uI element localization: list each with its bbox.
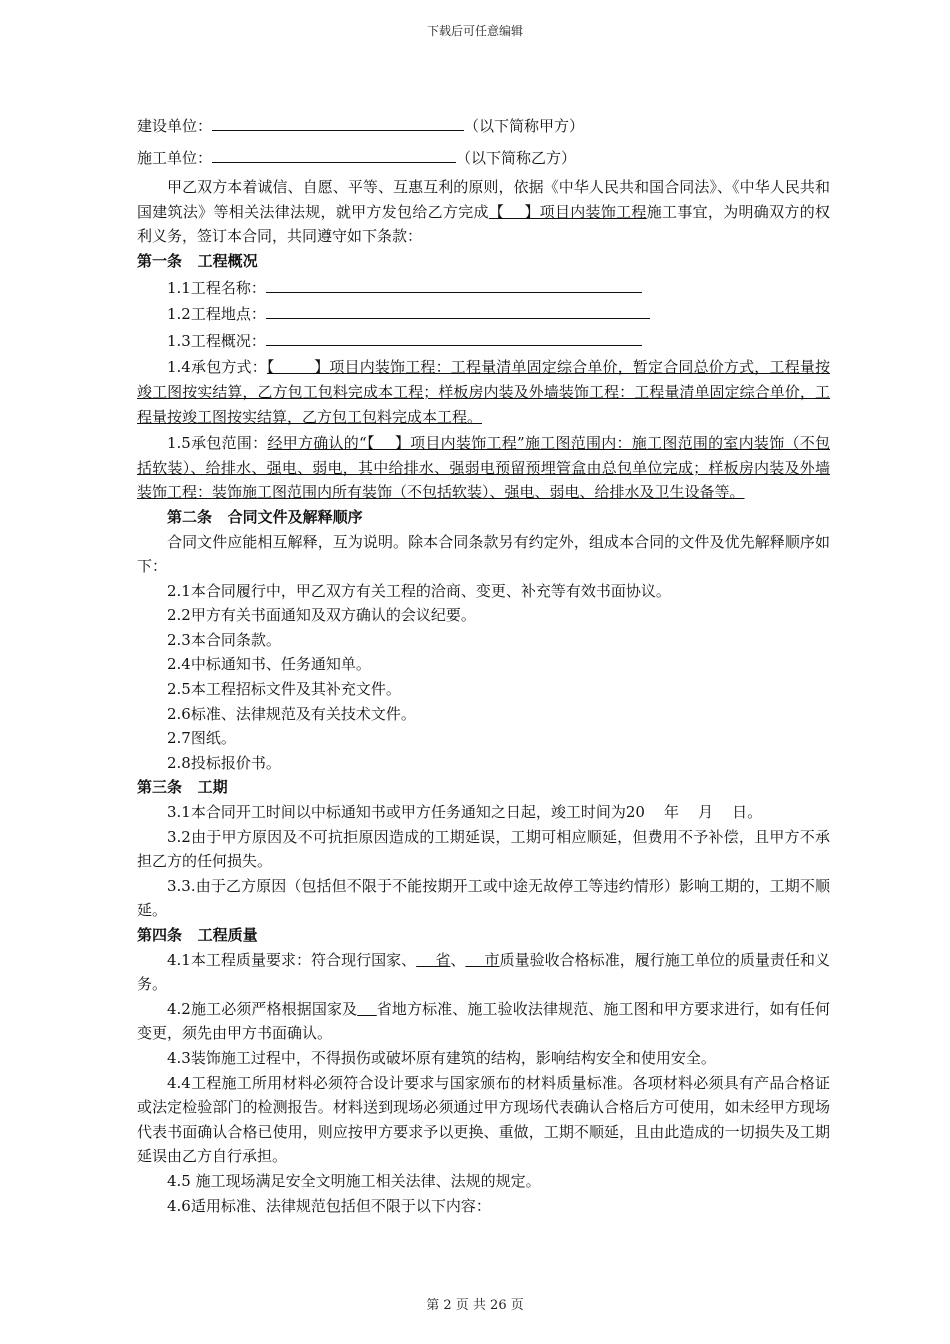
intro-paragraph (137, 175, 830, 249)
project-name-blank[interactable] (266, 274, 642, 293)
clause-4-5: 4.5 施工现场满足安全文明施工相关法律、法规的规定。 (167, 1171, 541, 1190)
clause-4-2-b: 省地方标准、施工验收法律规范、施工图和甲方要求进行，如有任何变更，须先由甲方书面确认。 (137, 999, 830, 1043)
clause-1-5-label: 1.5承包范围： (167, 434, 268, 453)
article-1-title: 第一条 工程概况 (137, 251, 258, 270)
clause-2-2: 2.2甲方有关书面通知及双方确认的会议纪要。 (167, 606, 476, 625)
party-a-blank[interactable] (212, 112, 464, 131)
clause-3-1: 3.1本合同开工时间以中标通知书或甲方任务通知之日起，竣工时间为20 年 月 日。 (167, 803, 763, 822)
party-a-line (137, 112, 830, 139)
clause-4-1-c: 质量验收合格标准，履行施工单位的质量责任和义务。 (137, 950, 830, 994)
clause-2-6: 2.6标准、法律规范及有关技术文件。 (167, 704, 416, 723)
clause-1-3-label: 1.3工程概况： (167, 331, 266, 350)
party-b-blank[interactable] (212, 144, 456, 163)
clause-2-5: 2.5本工程招标文件及其补充文件。 (167, 680, 401, 699)
clause-1-2 (137, 300, 830, 327)
page-footer: 第 2 页 共 26 页 (426, 1298, 524, 1313)
clause-1-4-text: 【 】项目内装饰工程：工程量清单固定综合单价，暂定合同总价方式，工程量按竣工图按实结算，乙方包工包料完成本工程；样板房内装及外墙装饰工程：工程量清单固定综合单价，工程量按竣工图按实结算，乙方包工包料完成本工程。 (137, 358, 830, 426)
clause-3-3: 3.3.由于乙方原因（包括但不限于不能按期开工或中途无故停工等违约情形）影响工期的，工期不顺延。 (137, 876, 830, 920)
clause-4-4: 4.4工程施工所用材料必须符合设计要求与国家颁布的材料质量标准。各项材料必须具有产品合格证或法定检验部门的检测报告。材料送到现场必须通过甲方现场代表确认合格后方可使用，如未经甲方现场代表书面确认合格已使用，则应按甲方要求予以更换、重做，工期不顺延，且由此造成的一切损失及工期延误由乙方自行承担。 (137, 1073, 830, 1166)
party-b-suffix: （以下简称乙方） (456, 148, 577, 167)
project-location-blank[interactable] (266, 300, 650, 319)
clause-2-3: 2.3本合同条款。 (167, 630, 281, 649)
article-4-title: 第四条 工程质量 (137, 926, 258, 944)
clause-4-2-a: 4.2施工必须严格根据国家及 (167, 999, 358, 1018)
clause-4-6: 4.6适用标准、法律规范包括但不限于以下内容： (167, 1196, 491, 1215)
city-blank[interactable]: 市 (465, 950, 500, 969)
clause-1-5 (137, 431, 830, 505)
clause-4-2 (137, 997, 830, 1046)
project-overview-blank[interactable] (266, 327, 642, 346)
clause-1-4-label: 1.4承包方式： (167, 358, 267, 377)
clause-1-3 (137, 327, 830, 354)
clause-1-2-label: 1.2工程地点： (167, 305, 266, 324)
local-province-blank[interactable] (357, 1000, 377, 1018)
intro-project-name: 【 】项目内装饰工程 (488, 202, 647, 221)
party-a-suffix: （以下简称甲方） (464, 117, 585, 135)
intro-tail: 施工事宜，为明确双方的权利义务，签订本合同，共同遵守如下条款： (137, 202, 830, 246)
clause-1-5-text: 经甲方确认的“【 】项目内装饰工程”施工图范围内：施工图范围的室内装饰（不包括软装）、给排水、强电、弱电，其中给排水、强弱电预留预埋管盒由总包单位完成；样板房内装及外墙装饰工程：装饰施工图范围内所有装饰（不包括软装）、强电、弱电、给排水及卫生设备等。 (137, 434, 830, 502)
clause-4-1 (137, 948, 830, 997)
contract-body (137, 112, 830, 1218)
page-header: 下载后可任意编辑 (426, 24, 523, 38)
clause-4-1-b: 、 (450, 950, 466, 969)
article-2-intro: 合同文件应能相互解释，互为说明。除本合同条款另有约定外，组成本合同的文件及优先解释顺序如下： (137, 532, 830, 576)
party-b-line (137, 144, 830, 171)
province-blank[interactable]: 省 (416, 950, 451, 969)
clause-2-4: 2.4中标通知书、任务通知单。 (167, 655, 371, 674)
clause-1-4 (137, 355, 830, 429)
clause-4-3: 4.3装饰施工过程中，不得损伤或破坏原有建筑的结构，影响结构安全和使用安全。 (167, 1048, 716, 1067)
clause-1-1 (137, 274, 830, 301)
intro-text: 甲乙双方本着诚信、自愿、平等、互惠互利的原则，依据《中华人民共和国合同法》、《中华人民共和国建筑法》等相关法律法规，就甲方发包给乙方完成 (137, 178, 830, 221)
clause-3-2: 3.2由于甲方原因及不可抗拒原因造成的工期延误，工期可相应顺延，但费用不予补偿，且甲方不承担乙方的任何损失。 (137, 827, 830, 871)
party-b-label: 施工单位： (137, 148, 213, 167)
article-3-title: 第三条 工期 (137, 778, 228, 797)
clause-2-8: 2.8投标报价书。 (167, 753, 281, 772)
clause-2-1: 2.1本合同履行中，甲乙双方有关工程的洽商、变更、补充等有效书面协议。 (167, 581, 671, 600)
party-a-label: 建设单位： (137, 117, 213, 135)
clause-1-1-label: 1.1工程名称： (167, 278, 266, 297)
clause-2-7: 2.7图纸。 (167, 729, 236, 748)
article-2-title: 第二条 合同文件及解释顺序 (167, 507, 363, 526)
clause-4-1-a: 4.1本工程质量要求：符合现行国家、 (167, 950, 417, 969)
